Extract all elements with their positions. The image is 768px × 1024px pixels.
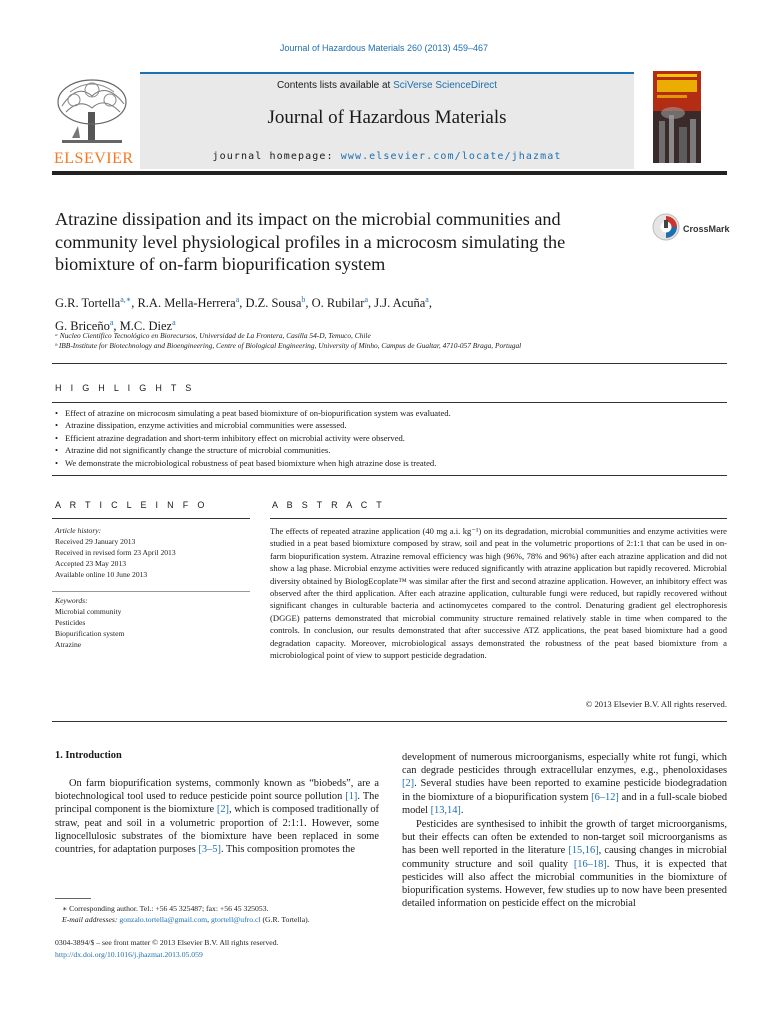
author-separator: , [428, 296, 432, 311]
email-link[interactable]: gtortell@ufro.cl [211, 915, 261, 924]
highlight-item [55, 432, 730, 444]
keywords-label: Keywords: [55, 596, 88, 605]
keyword: Atrazine [55, 640, 82, 649]
abstract-copyright: © 2013 Elsevier B.V. All rights reserved. [585, 699, 727, 709]
intro-paragraph-1 [55, 777, 379, 856]
highlight-item [55, 407, 730, 419]
author-list [55, 290, 615, 336]
history-entry: Available online 10 June 2013 [55, 570, 148, 579]
affiliation-a: ᵃ Nucleo Científico Tecnológico en Biorecursos, Universidad de La Frontera, Casilla 54-D, Temuco, Chile [55, 331, 371, 340]
author-name: D.Z. Sousa [245, 296, 302, 311]
crossmark-icon[interactable] [652, 213, 680, 241]
homepage-link[interactable]: www.elsevier.com/locate/jhazmat [340, 151, 562, 162]
keywords [55, 595, 250, 650]
email-suffix: (G.R. Tortella). [260, 915, 310, 924]
article-title: Atrazine dissipation and its impact on the microbial communities and community level physiological profiles in a microcosm simulating the biomixture of on-farm biopurification system [55, 209, 566, 274]
divider [270, 518, 727, 519]
keyword: Biopurification system [55, 629, 125, 638]
highlights-list [55, 407, 730, 469]
history-entry: Accepted 23 May 2013 [55, 559, 127, 568]
intro-text: . This composition promotes the [220, 844, 355, 856]
affiliation-b: ᵇ IBB-Institute for Biotechnology and Bioengineering, Centre of Biological Engineering, University of Minho, Campus de Gualtar, 4710-057 Braga, Portugal [55, 341, 522, 350]
crossmark-label[interactable]: CrossMark [683, 224, 730, 234]
author-affiliation-marker[interactable]: a [172, 318, 176, 328]
corresponding-author-note: ∗ Corresponding author. Tel.: +56 45 325487; fax: +56 45 325053. [62, 904, 269, 913]
keyword: Microbial community [55, 607, 122, 616]
journal-title: Journal of Hazardous Materials [267, 107, 507, 128]
doi-link[interactable]: http://dx.doi.org/10.1016/j.jhazmat.2013.05.059 [55, 950, 203, 959]
highlight-text: Atrazine did not significantly change the structure of microbial communities. [65, 445, 331, 456]
intro-text: . Thus, it is expected that pesticides will also affect the microbial communities in the biomixture of biopurification systems. However, few studies up to now have been presented detailed information on pesticide effect on the microbial [402, 858, 727, 910]
author-separator: , [368, 296, 375, 311]
intro-text: , which is composed traditionally of straw, peat and soil in a volumetric proportion of 2:1:1. However, some lignocellulosic substrates of the biomixture have been replaced in some countries, for adaptation purposes [55, 804, 380, 856]
highlight-text: Effect of atrazine on microcosm simulating a peat based biomixture of on-biopurification system was evaluated. [65, 408, 451, 418]
author-separator: , [305, 296, 312, 311]
intro-text: . Several studies have been reported to examine pesticide biodegradation in the biomixture of a biopurification system [402, 778, 727, 803]
section-heading-introduction: 1. Introduction [55, 750, 122, 761]
header-rule [52, 171, 727, 175]
journal-homepage [140, 151, 634, 162]
author-affiliation-marker[interactable]: b [301, 295, 306, 304]
intro-text: Pesticides are synthesised to inhibit the growth of target microorganisms, but their effects can often be extended to non-target soil microorganisms as has been well reported in the literature [402, 819, 727, 857]
sciencedirect-link[interactable]: SciVerse ScienceDirect [393, 80, 498, 91]
divider [52, 591, 250, 592]
abstract-text: The effects of repeated atrazine application (40 mg a.i. kg⁻¹) on its degradation, microbial communities and enzyme activities were studied in a peat based biomixture composed by straw, soil and peat in the volumetric proportions of 2:1:1 that can be used in on-farm biopurification system. Atrazine removal efficiency was high (96%, 78% and 96%) after each atrazine application and did not show a lag phase. Microbial enzyme activities were reduced significantly with atrazine application but rapidly recovered. Microbial diversity obtained by BiologEcoplate™ was similar after the first and second atrazine application. However, an inhibitory effect was observed after the third application. After each atrazine application, culturable fungi were reduced, but rapidly recovered without significant changes in culturable bacteria and actinomycetes compared to the control. Denaturing gradient gel electrophoresis (DGGE) patterns demonstrated that microbial community structure remained relatively stable in time when compared to the controls. In conclusion, our results demonstrated that after successive ATZ applications, the peat based biomixture had a good degradation capacity. Moreover, microbiological assays demonstrated the robustness of the peat based biomixture from a microbiological point of view to support pesticide degradation. [270, 526, 727, 661]
history-label: Article history: [55, 526, 102, 535]
bullet-icon: • [55, 420, 59, 431]
intro-paragraph-3 [402, 818, 727, 910]
highlight-item [55, 457, 730, 469]
highlight-text: We demonstrate the microbiological robustness of peat based biomixture when high atrazine dose is treated. [65, 457, 437, 468]
journal-citation[interactable]: Journal of Hazardous Materials 260 (2013) 459–467 [279, 43, 489, 53]
author-affiliation-marker[interactable]: a,∗ [120, 295, 132, 304]
reference-link[interactable]: [2] [402, 778, 415, 790]
article-history [55, 525, 250, 580]
journal-cover-image [653, 71, 701, 163]
author-name: G. Briceño [55, 319, 110, 334]
author-name: M.C. Diez [119, 319, 173, 334]
email-separator: , [207, 915, 211, 924]
contents-prefix: Contents lists available at [276, 80, 394, 91]
author-name: O. Rubilar [311, 296, 365, 311]
intro-paragraph-2 [402, 751, 727, 817]
abstract-heading: A B S T R A C T [272, 500, 386, 510]
bullet-icon: • [55, 408, 59, 418]
author-affiliation-marker[interactable]: a [235, 295, 240, 304]
reference-link[interactable]: [16–18] [573, 858, 607, 870]
highlight-item [55, 419, 730, 431]
front-matter: 0304-3894/$ – see front matter © 2013 Elsevier B.V. All rights reserved. [55, 938, 279, 947]
author-name: J.J. Acuña [374, 296, 426, 311]
email-line [62, 914, 382, 925]
author-affiliation-marker[interactable]: a [109, 318, 114, 328]
divider [52, 721, 727, 722]
divider [52, 363, 727, 364]
keyword: Pesticides [55, 618, 86, 627]
divider [52, 402, 727, 403]
reference-link[interactable]: [2] [216, 804, 229, 816]
reference-link[interactable]: [15,16] [568, 845, 599, 857]
highlight-text: Efficient atrazine degradation and short-term inhibitory effect on microbial activity were observed. [65, 432, 405, 443]
highlight-text: Atrazine dissipation, enzyme activities and microbial communities were assessed. [65, 420, 347, 431]
bullet-icon: • [55, 432, 59, 443]
email-label: E-mail addresses: [62, 915, 120, 924]
publisher-wordmark: ELSEVIER [54, 150, 134, 167]
highlights-heading: H I G H L I G H T S [55, 383, 195, 393]
author-name: G.R. Tortella [55, 296, 121, 311]
author-separator: , [239, 296, 246, 311]
divider [52, 475, 727, 476]
author-affiliation-marker[interactable]: a [364, 295, 368, 304]
reference-link[interactable]: [6–12] [591, 791, 619, 803]
intro-text: and in a full-scale biobed model [402, 791, 728, 816]
author-separator: , [113, 319, 120, 334]
intro-text: On farm biopurification systems, commonly known as “biobeds”, are a biotechnological tool used to reduce pesticide point source pollution [55, 778, 379, 803]
homepage-prefix: journal homepage: [212, 151, 341, 162]
author-name: R.A. Mella-Herrera [137, 296, 236, 311]
author-affiliation-marker[interactable]: a [425, 295, 429, 304]
divider [52, 518, 250, 519]
article-info-heading: A R T I C L E I N F O [55, 500, 208, 510]
intro-text: . The principal component is the biomixture [55, 791, 379, 816]
reference-link[interactable]: [1] [345, 791, 358, 803]
intro-text: development of numerous microorganisms, especially white rot fungi, which can degrade pesticides through extracellular enzymes, e.g., phenoloxidases [402, 752, 727, 777]
reference-link[interactable]: [3–5] [198, 844, 221, 856]
intro-text: , causing changes in microbial community structure and soil quality [402, 845, 728, 870]
reference-link[interactable]: [13,14] [430, 804, 461, 816]
history-entry: Received in revised form 23 April 2013 [55, 548, 176, 557]
bullet-icon: • [55, 457, 59, 468]
contents-line [140, 80, 634, 91]
history-entry: Received 29 January 2013 [55, 537, 136, 546]
bullet-icon: • [55, 445, 59, 456]
intro-text: . [460, 804, 464, 816]
author-separator: , [131, 296, 138, 311]
footnote-rule [55, 898, 91, 899]
footnote [62, 903, 382, 925]
highlight-item [55, 444, 730, 456]
email-link[interactable]: gonzalo.tortella@gmail.com [119, 915, 208, 924]
